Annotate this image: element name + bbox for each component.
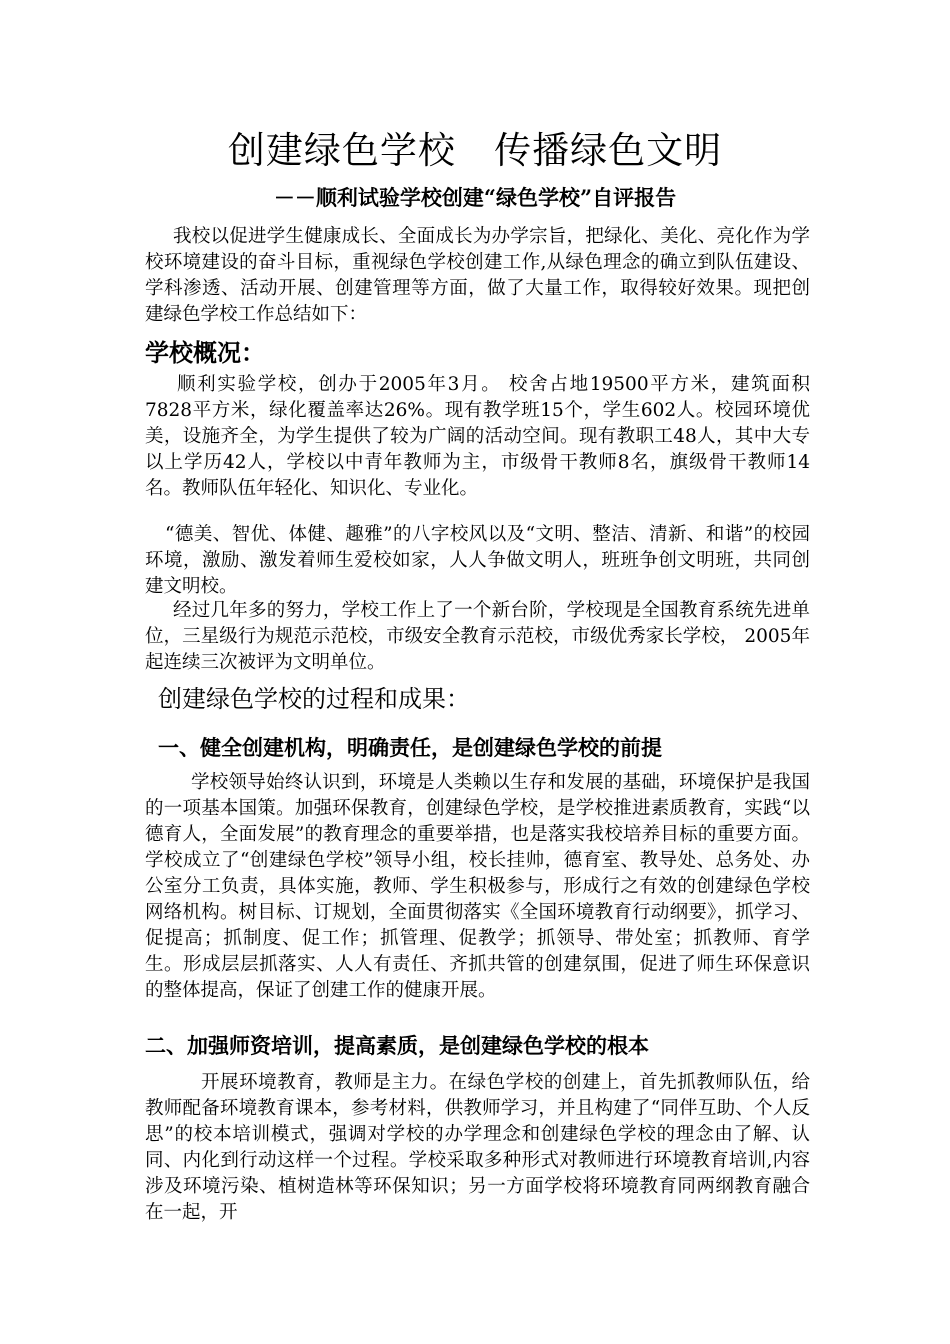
process-heading: 创建绿色学校的过程和成果：: [158, 685, 470, 713]
overview-paragraph-3: 经过几年多的努力，学校工作上了一个新台阶，学校现是全国教育系统先进单位，三星级行为规范示范校，市级安全教育示范校，市级优秀家长学校， 2005年起连续三次被评为文明单位。: [145, 600, 810, 673]
section2-heading: 二、加强师资培训，提高素质，是创建绿色学校的根本: [145, 1033, 649, 1058]
section1-paragraph: 学校领导始终认识到，环境是人类赖以生存和发展的基础，环境保护是我国的一项基本国策。加强环保教育，创建绿色学校，是学校推进素质教育，实践“以德育人，全面发展”的教育理念的重要举措，也是落实我校培养目标的重要方面。学校成立了“创建绿色学校”领导小组，校长挂帅，德育室、教导处、总务处、办公室分工负责，具体实施，教师、学生积极参与，形成行之有效的创建绿色学校网络机构。树目标、订规划，全面贯彻落实《全国环境教育行动纲要》，抓学习、促提高；抓制度、促工作；抓管理、促教学；抓领导、带处室；抓教师、育学生。形成层层抓落实、人人有责任、齐抓共管的创建氛围，促进了师生环保意识的整体提高，保证了创建工作的健康开展。: [145, 772, 810, 1001]
section2-paragraph: 开展环境教育，教师是主力。在绿色学校的创建上，首先抓教师队伍，给教师配备环境教育课本，参考材料，供教师学习，并且构建了“同伴互助、个人反思”的校本培训模式，强调对学校的办学理念和创建绿色学校的理念由了解、认同、内化到行动这样一个过程。学校采取多种形式对教师进行环境教育培训,内容涉及环境污染、植树造林等环保知识；另一方面学校将环境教育同两纲教育融合在一起，开: [145, 1072, 810, 1223]
intro-paragraph: 我校以促进学生健康成长、全面成长为办学宗旨，把绿化、美化、亮化作为学校环境建设的奋斗目标，重视绿色学校创建工作,从绿色理念的确立到队伍建设、学科渗透、活动开展、创建管理等方面，做了大量工作，取得较好效果。现把创建绿色学校工作总结如下：: [145, 226, 810, 325]
section1-heading: 一、健全创建机构，明确责任，是创建绿色学校的前提: [158, 735, 662, 760]
overview-heading: 学校概况：: [145, 338, 265, 367]
overview-paragraph-1: 顺利实验学校，创办于2005年3月。 校舍占地19500平方米，建筑面积7828平方米，绿化覆盖率达26%。现有教学班15个，学生602人。校园环境优美，设施齐全，为学生提供了较为广阔的活动空间。现有教职工48人，其中大专以上学历42人，学校以中青年教师为主，市级骨干教师8名，旗级骨干教师14名。教师队伍年轻化、知识化、专业化。: [145, 374, 810, 499]
document-subtitle: －－顺利试验学校创建“绿色学校”自评报告: [273, 185, 677, 210]
overview-paragraph-2: “德美、智优、体健、趣雅”的八字校风以及“文明、整洁、清新、和谐”的校园环境，激励、激发着师生爱校如家，人人争做文明人，班班争创文明班，共同创建文明校。: [145, 524, 810, 597]
document-title: 创建绿色学校 传播绿色文明: [227, 129, 723, 172]
